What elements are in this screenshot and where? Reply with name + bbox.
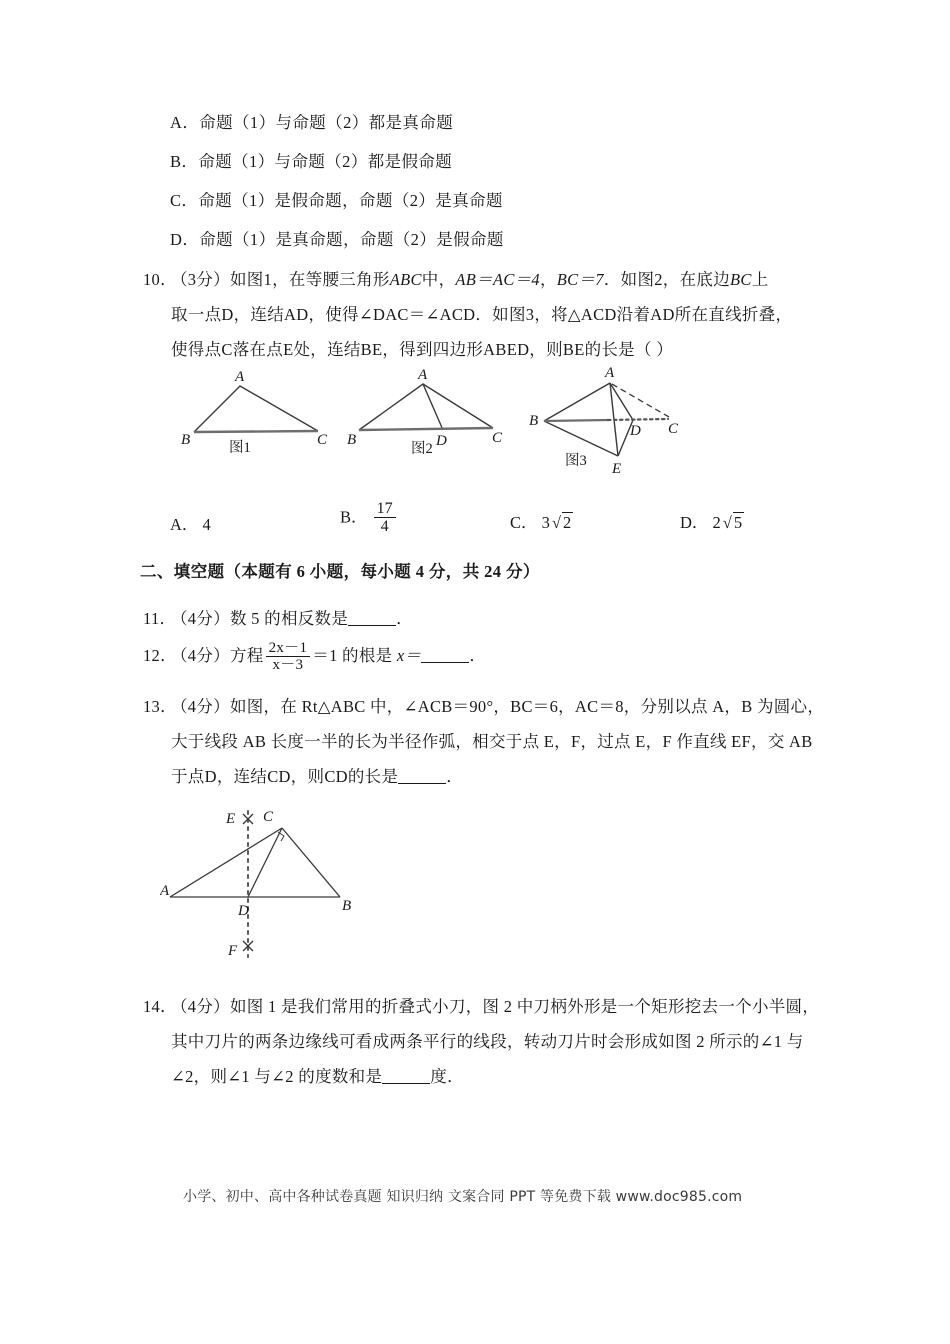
question-14-line-3-text: ∠2，则∠1 与∠2 的度数和是 bbox=[171, 1067, 383, 1086]
svg-text:D: D bbox=[630, 423, 641, 439]
q10-option-b bbox=[340, 501, 398, 537]
svg-text:B: B bbox=[342, 898, 352, 914]
q10-option-a-letter: A． bbox=[170, 515, 199, 534]
q10-bc2: BC bbox=[730, 270, 752, 289]
svg-text:C: C bbox=[263, 809, 274, 825]
q10-t5: 上 bbox=[751, 270, 769, 289]
svg-text:A: A bbox=[160, 883, 170, 899]
q10-option-d-letter: D． bbox=[680, 513, 709, 532]
question-12 bbox=[143, 638, 823, 674]
svg-text:A: A bbox=[418, 367, 428, 383]
question-13-line-3-text: 于点D，连结CD，则CD的长是 bbox=[171, 767, 399, 786]
question-12-text-before: 方程 bbox=[229, 646, 264, 665]
svg-text:E: E bbox=[226, 811, 236, 827]
question-12-text-mid: ＝1 的根是 bbox=[312, 646, 397, 665]
svg-text:C: C bbox=[317, 432, 328, 446]
svg-text:C: C bbox=[492, 430, 503, 446]
question-12-numerator: 2x－1 bbox=[266, 640, 311, 657]
q10-option-b-denominator: 4 bbox=[380, 518, 389, 536]
question-14-line-3-tail: 度． bbox=[430, 1067, 464, 1086]
choice-letter-d: D． bbox=[170, 230, 200, 249]
question-13-line-3-tail: ． bbox=[446, 767, 464, 786]
question-14-line-1-text: 如图 1 是我们常用的折叠式小刀，图 2 中刀柄外形是一个矩形挖去一个小半圆， bbox=[229, 997, 820, 1016]
q10-option-b-numerator: 17 bbox=[374, 500, 396, 518]
question-11-text: 数 5 的相反数是 bbox=[229, 609, 349, 628]
figure-3-folded-quadrilateral bbox=[528, 363, 703, 478]
q10-option-c-radicand: 2 bbox=[562, 513, 572, 532]
question-11-points: （4分） bbox=[171, 609, 230, 628]
question-13 bbox=[143, 689, 823, 794]
choice-option-c bbox=[170, 191, 503, 211]
question-11-number: 11． bbox=[143, 609, 177, 628]
question-11-tail: ． bbox=[396, 609, 413, 628]
q10-option-d bbox=[680, 509, 744, 533]
question-12-answer-blank[interactable] bbox=[421, 648, 469, 663]
choice-letter-a: A． bbox=[170, 113, 200, 132]
section-2-heading: 二、填空题（本题有 6 小题，每小题 4 分，共 24 分） bbox=[140, 562, 540, 581]
question-11-line bbox=[143, 601, 823, 636]
question-14 bbox=[143, 989, 823, 1094]
q10-option-a-value: 4 bbox=[202, 515, 211, 534]
question-12-fraction bbox=[266, 640, 311, 673]
question-12-denominator: x－3 bbox=[272, 656, 304, 673]
question-14-line-1 bbox=[143, 989, 823, 1024]
question-13-line-1 bbox=[143, 689, 823, 724]
choice-text-b: 命题（1）与命题（2）都是假命题 bbox=[198, 152, 453, 171]
question-13-points: （4分） bbox=[171, 697, 230, 716]
q10-ab-ac: AB＝AC＝4 bbox=[455, 270, 540, 289]
svg-text:A: A bbox=[235, 369, 245, 385]
question-14-line-3 bbox=[143, 1059, 823, 1094]
question-10-line-1 bbox=[143, 262, 823, 297]
q10-option-d-radicand: 5 bbox=[733, 513, 743, 532]
question-14-answer-blank[interactable] bbox=[382, 1069, 430, 1084]
q10-option-a bbox=[170, 511, 211, 535]
q10-option-c-coefficient: 3 bbox=[541, 513, 550, 532]
question-14-points: （4分） bbox=[171, 997, 230, 1016]
q10-option-d-radical: √ 5 bbox=[722, 513, 743, 532]
svg-text:D: D bbox=[436, 433, 447, 446]
q10-t4: ．如图2，在底边 bbox=[603, 270, 730, 289]
question-12-line bbox=[143, 638, 823, 674]
q10-t2: 中， bbox=[421, 270, 456, 289]
figure-3-caption: 图3 bbox=[565, 453, 587, 469]
page-footer: 小学、初中、高中各种试卷真题 知识归纳 文案合同 PPT 等免费下载 www.doc985.com bbox=[183, 1189, 743, 1205]
question-10-line-3: 使得点C落在点E处，连结BE，得到四边形ABED，则BE的长是（ ） bbox=[171, 340, 673, 359]
q10-t3: ， bbox=[539, 270, 557, 289]
question-13-line-2: 大于线段 AB 长度一半的长为半径作弧，相交于点 E，F，过点 E，F 作直线 EF，交 AB bbox=[171, 732, 813, 751]
figure-q13-triangle-perpendicular-bisector bbox=[160, 805, 395, 975]
question-14-line-2: 其中刀片的两条边缘线可看成两条平行的线段，转动刀片时会形成如图 2 所示的∠1 与 bbox=[171, 1032, 804, 1051]
question-12-points: （4分） bbox=[171, 646, 230, 665]
choice-option-b bbox=[170, 152, 452, 172]
q10-option-c-radical: √ 2 bbox=[551, 513, 572, 532]
question-11-answer-blank[interactable] bbox=[348, 611, 396, 626]
q10-option-b-letter: B． bbox=[340, 507, 368, 527]
choice-option-a bbox=[170, 113, 453, 133]
choice-letter-b: B． bbox=[170, 152, 199, 171]
q10-bc: BC＝7 bbox=[556, 270, 604, 289]
q10-t1: 如图1，在等腰三角形 bbox=[229, 270, 390, 289]
question-12-var: x＝ bbox=[396, 646, 422, 665]
choice-text-d: 命题（1）是真命题，命题（2）是假命题 bbox=[199, 230, 504, 249]
question-12-number: 12． bbox=[143, 646, 177, 665]
svg-text:D: D bbox=[238, 903, 249, 919]
svg-text:A: A bbox=[605, 365, 615, 381]
q10-abc: ABC bbox=[389, 270, 422, 289]
choice-letter-c: C． bbox=[170, 191, 199, 210]
choice-text-a: 命题（1）与命题（2）都是真命题 bbox=[199, 113, 454, 132]
question-13-number: 13． bbox=[143, 697, 177, 716]
figure-1-triangle-abc bbox=[178, 368, 338, 446]
svg-text:B: B bbox=[181, 432, 191, 446]
svg-text:E: E bbox=[612, 461, 622, 477]
svg-text:F: F bbox=[228, 943, 238, 959]
choice-option-d bbox=[170, 230, 504, 250]
q10-option-c bbox=[510, 509, 573, 533]
choice-text-c: 命题（1）是假命题，命题（2）是真命题 bbox=[198, 191, 503, 210]
figure-2-triangle-abcd bbox=[345, 366, 510, 446]
question-10-line-2: 取一点D，连结AD，使得∠DAC＝∠ACD．如图3，将△ACD沿着AD所在直线折叠， bbox=[171, 305, 793, 324]
question-10-number: 10． bbox=[143, 270, 177, 289]
q10-option-b-fraction bbox=[374, 500, 396, 536]
question-12-tail: ． bbox=[469, 646, 487, 665]
question-10-options bbox=[170, 500, 790, 545]
figure-1-caption: 图1 bbox=[229, 440, 251, 456]
q10-option-d-coefficient: 2 bbox=[712, 513, 721, 532]
question-10 bbox=[143, 262, 823, 367]
svg-text:C: C bbox=[668, 421, 679, 437]
question-10-points: （3分） bbox=[171, 270, 230, 289]
question-14-number: 14． bbox=[143, 997, 177, 1016]
question-13-line-3 bbox=[143, 759, 823, 794]
question-11 bbox=[143, 601, 823, 636]
figure-2-caption: 图2 bbox=[411, 441, 433, 457]
q10-option-c-letter: C． bbox=[510, 513, 538, 532]
question-13-answer-blank[interactable] bbox=[398, 769, 446, 784]
question-13-line-1-text: 如图，在 Rt△ABC 中，∠ACB＝90°，BC＝6，AC＝8，分别以点 A，B 为圆心， bbox=[229, 697, 825, 716]
svg-text:B: B bbox=[529, 413, 539, 429]
svg-text:B: B bbox=[347, 432, 357, 446]
